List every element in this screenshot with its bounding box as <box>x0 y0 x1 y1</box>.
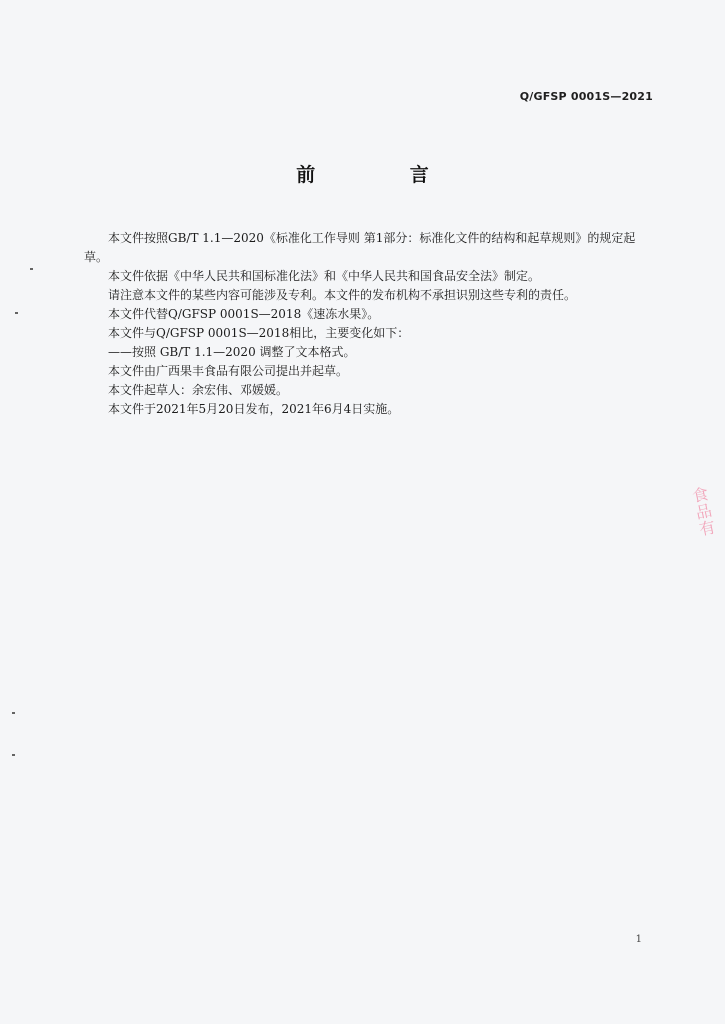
red-stamp-fragment: 食品有 <box>690 484 718 540</box>
scan-mark <box>15 312 18 314</box>
paragraph-drafting-rule: 本文件按照GB/T 1.1—2020《标准化工作导则 第1部分：标准化文件的结构和起草规则》的规定起草。 <box>84 231 636 264</box>
scan-mark <box>12 712 15 714</box>
paragraph-legal-basis: 本文件依据《中华人民共和国标准化法》和《中华人民共和国食品安全法》制定。 <box>108 269 541 283</box>
foreword-content <box>84 229 658 419</box>
paragraph-proposer: 本文件由广西果丰食品有限公司提出并起草。 <box>108 364 349 378</box>
document-code: Q/GFSP 0001S—2021 <box>519 90 653 103</box>
paragraph-changes-intro: 本文件与Q/GFSP 0001S—2018相比，主要变化如下： <box>108 326 410 340</box>
scan-mark <box>30 268 33 270</box>
page-number: 1 <box>635 934 642 945</box>
paragraph-replacement: 本文件代替Q/GFSP 0001S—2018《速冻水果》。 <box>108 307 380 321</box>
page-title: 前 言 <box>296 164 473 186</box>
scan-mark <box>12 754 15 756</box>
paragraph-drafters: 本文件起草人：余宏伟、邓媛媛。 <box>108 383 289 397</box>
paragraph-change-item: ——按照 GB/T 1.1—2020 调整了文本格式。 <box>108 345 356 359</box>
paragraph-patent-notice: 请注意本文件的某些内容可能涉及专利。本文件的发布机构不承担识别这些专利的责任。 <box>108 288 577 302</box>
paragraph-dates: 本文件于2021年5月20日发布，2021年6月4日实施。 <box>108 402 400 416</box>
